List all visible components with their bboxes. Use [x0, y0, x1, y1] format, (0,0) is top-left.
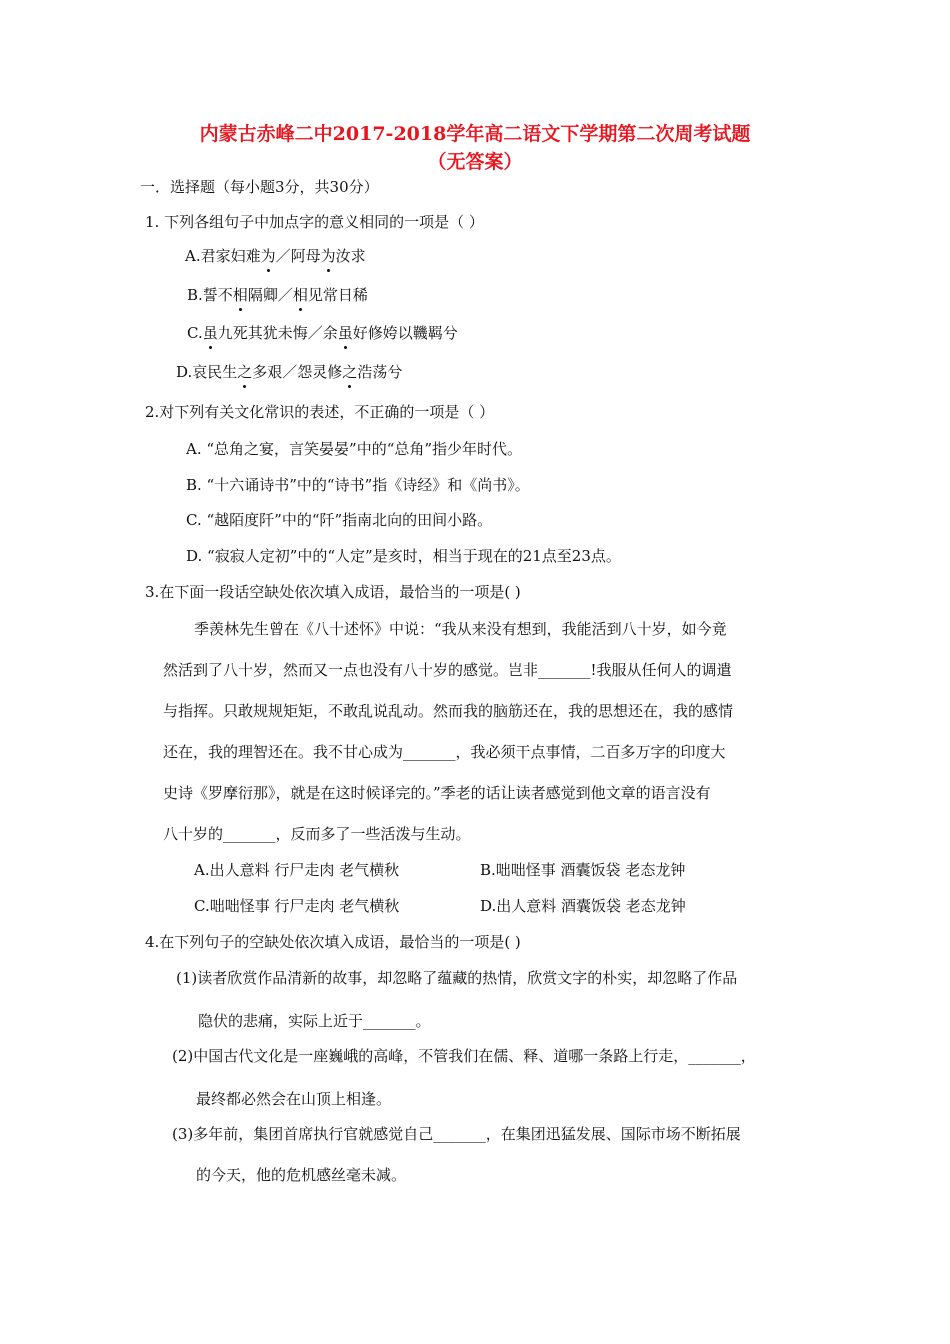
q1-d-text2: 多艰／怨灵修	[252, 363, 343, 381]
q3-passage-line: 季羡林先生曾在《八十述怀》中说：“我从来没有想到，我能活到八十岁，如今竟	[194, 620, 727, 638]
q1-c-dotted-char2: 虽	[337, 324, 353, 342]
q1-b-text1: B.誓不	[187, 286, 233, 304]
q4-sentence-2-cont: 最终都必然会在山顶上相逢。	[196, 1090, 392, 1108]
section-heading: 一．选择题（每小题3分，共30分）	[140, 178, 379, 196]
q2-option-a: A. “总角之宴，言笑晏晏”中的“总角”指少年时代。	[186, 440, 523, 458]
q4-sentence-3: (3)多年前，集团首席执行官就感觉自己_______，在集团迅猛发展、国际市场不断拓展	[172, 1125, 741, 1143]
q1-stem: 1. 下列各组句子中加点字的意义相同的一项是（ ）	[145, 213, 484, 231]
q3-passage-line: 与指挥。只敢规规矩矩，不敢乱说乱动。然而我的脑筋还在，我的思想还在，我的感情	[163, 702, 734, 720]
q1-c-dotted-char1: 虽	[202, 324, 218, 342]
q1-d-text3: 浩荡兮	[357, 363, 403, 381]
document-title-line2: （无答案）	[427, 151, 523, 173]
q2-option-c: C. “越陌度阡”中的“阡”指南北向的田间小路。	[186, 511, 493, 529]
q1-option-c	[187, 323, 458, 343]
q4-sentence-1-cont: 隐伏的悲痛，实际上近于_______。	[198, 1012, 431, 1030]
q1-c-text3: 好修姱以鞿羁兮	[352, 324, 458, 342]
q1-a-text2: ／阿母	[275, 247, 321, 265]
q1-b-text2: 隔卿／	[247, 286, 293, 304]
q1-b-text3: 见常日稀	[307, 286, 368, 304]
q3-option-c: C.咄咄怪事 行尸走肉 老气横秋	[194, 897, 400, 915]
q3-passage-line: 还在，我的理智还在。我不甘心成为_______，我必须干点事情，二百多万字的印度大	[163, 743, 726, 761]
q4-stem: 4.在下列句子的空缺处依次填入成语，最恰当的一项是( )	[145, 933, 521, 951]
q1-a-text1: A.君家妇难	[185, 247, 261, 265]
q1-c-text2: 九死其犹未悔／余	[217, 324, 338, 342]
q1-d-dotted-char2: 之	[342, 363, 358, 381]
q3-option-d: D.出人意料 酒囊饭袋 老态龙钟	[480, 897, 686, 915]
q1-a-dotted-char2: 为	[320, 247, 336, 265]
q1-a-dotted-char1: 为	[260, 247, 276, 265]
q1-d-text1: D.哀民生	[176, 363, 238, 381]
q1-c-text1: C.	[187, 324, 203, 342]
q1-b-dotted-char2: 相	[292, 286, 308, 304]
q1-a-text3: 汝求	[335, 247, 366, 265]
q3-option-a: A.出人意料 行尸走肉 老气横秋	[194, 861, 400, 879]
q3-option-b: B.咄咄怪事 酒囊饭袋 老态龙钟	[480, 861, 686, 879]
q4-sentence-3-cont: 的今天，他的危机感丝毫未减。	[196, 1166, 407, 1184]
q3-passage-line: 八十岁的_______，反而多了一些活泼与生动。	[163, 825, 471, 843]
q2-option-d: D. “寂寂人定初”中的“人定”是亥时，相当于现在的21点至23点。	[186, 547, 621, 565]
q3-passage-line: 史诗《罗摩衍那》，就是在这时候译完的。”季老的话让读者感觉到他文章的语言没有	[163, 784, 711, 802]
q1-option-a	[185, 246, 366, 266]
q4-sentence-2: (2)中国古代文化是一座巍峨的高峰，不管我们在儒、释、道哪一条路上行走，_______，	[172, 1047, 756, 1065]
q3-stem: 3.在下面一段话空缺处依次填入成语，最恰当的一项是( )	[145, 583, 521, 601]
document-title-line1: 内蒙古赤峰二中2017-2018学年高二语文下学期第二次周考试题	[199, 123, 751, 145]
q1-d-dotted-char1: 之	[237, 363, 253, 381]
q4-sentence-1: (1)读者欣赏作品清新的故事，却忽略了蕴藏的热情，欣赏文字的朴实，却忽略了作品	[176, 969, 738, 987]
q1-b-dotted-char1: 相	[232, 286, 248, 304]
q1-option-b	[187, 285, 368, 305]
q3-passage-line: 然活到了八十岁，然而又一点也没有八十岁的感觉。岂非_______!我服从任何人的调遣	[163, 661, 732, 679]
q2-option-b: B. “十六诵诗书”中的“诗书”指《诗经》和《尚书》。	[186, 476, 530, 494]
q1-option-d	[176, 362, 402, 382]
q2-stem: 2.对下列有关文化常识的表述，不正确的一项是（ ）	[145, 403, 495, 421]
